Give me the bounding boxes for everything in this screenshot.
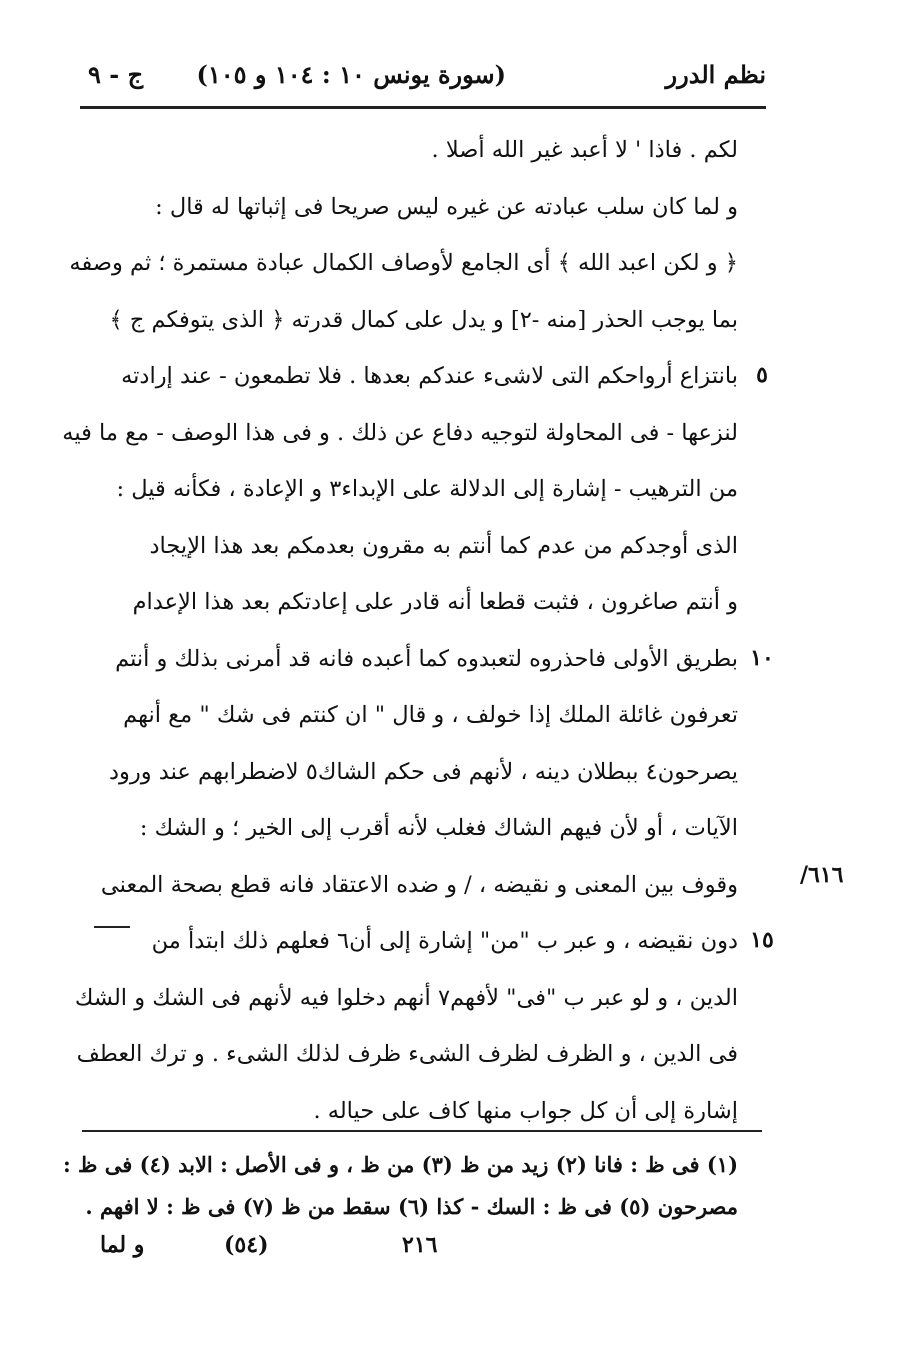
text-line: بما يوجب الحذر [منه -٢] و يدل على كمال قدرته ﴿ الذى يتوفكم ج ﴾ — [109, 306, 738, 333]
book-title: نظم الدرر — [665, 60, 766, 89]
text-line: بطريق الأولى فاحذروه لتعبدوه كما أعبده فانه قد أمرنى بذلك و أنتم — [115, 645, 738, 672]
text-line: بانتزاع أرواحكم التى لاشىء عندكم بعدها . فلا تطمعون - عند إرادته — [121, 363, 738, 389]
text-line: تعرفون غائلة الملك إذا خولف ، و قال " ان كنتم فى شك " مع أنهم — [123, 702, 738, 728]
surah-reference: (سورة يونس ١٠ : ١٠٤ و ١٠٥) — [196, 60, 506, 89]
footnote-line: مصرحون (٥) فى ظ : السك - كذا (٦) سقط من ظ (٧) فى ظ : لا افهم . — [85, 1194, 738, 1219]
text-line: من الترهيب - إشارة إلى الدلالة على الإبداء٣ و الإعادة ، فكأنه قيل : — [116, 476, 738, 502]
signature-mark: (٥٤) — [224, 1232, 269, 1258]
text-line: وقوف بين المعنى و نقيضه ، / و ضده الاعتقاد فانه قطع بصحة المعنى — [100, 871, 738, 898]
page-number: ٢١٦ — [402, 1232, 438, 1258]
text-line: الدين ، و لو عبر ب "فى" لأفهم٧ أنهم دخلوا فيه لأنهم فى الشك و الشك — [74, 984, 738, 1011]
page-footer — [82, 1232, 738, 1272]
text-line: الآيات ، أو لأن فيهم الشاك فغلب لأنه أقرب إلى الخير ؛ و الشك : — [139, 815, 738, 841]
footnote-line: (١) فى ظ : فانا (٢) زيد من ظ (٣) من ظ ، و فى الأصل : الابد (٤) فى ظ : — [62, 1152, 738, 1177]
body-text — [62, 122, 738, 1139]
header-rule — [80, 106, 766, 109]
line-number: ١٠ — [750, 644, 774, 671]
text-line: لنزعها - فى المحاولة لتوجيه دفاع عن ذلك . و فى هذا الوصف - مع ما فيه — [62, 419, 738, 446]
line-number: ٥ — [756, 362, 768, 388]
volume-label: ج - ٩ — [88, 60, 144, 89]
text-line: و لما كان سلب عبادته عن غيره ليس صريحا فى إثباتها له قال : — [155, 193, 738, 220]
text-line: يصرحون٤ ببطلان دينه ، لأنهم فى حكم الشاك٥ لاضطرابهم عند ورود — [109, 758, 738, 785]
text-line: ﴿ و لكن اعبد الله ﴾ أى الجامع لأوصاف الكمال عبادة مستمرة ؛ ثم وصفه — [69, 250, 738, 276]
margin-page-marker: /٦١٦ — [800, 862, 844, 888]
footnotes — [62, 1144, 738, 1228]
text-line: و أنتم صاغرون ، فثبت قطعا أنه قادر على إعادتكم بعد هذا الإعدام — [132, 589, 738, 615]
catchword-flourish — [94, 926, 130, 928]
text-line: لكم . فاذا ' لا أعبد غير الله أصلا . — [431, 137, 738, 163]
catchword: و لما — [100, 1232, 145, 1258]
text-line: الذى أوجدكم من عدم كما أنتم به مقرون بعدمكم بعد هذا الإيجاد — [149, 532, 738, 559]
running-header — [78, 60, 766, 104]
line-number: ١٥ — [750, 927, 774, 953]
text-line: دون نقيضه ، و عبر ب "من" إشارة إلى أن٦ فعلهم ذلك ابتدأ من — [151, 928, 738, 954]
text-line: إشارة إلى أن كل جواب منها كاف على حياله . — [313, 1097, 738, 1124]
text-line: فى الدين ، و الظرف لظرف الشىء ظرف لذلك الشىء . و ترك العطف — [76, 1041, 738, 1067]
footnote-rule — [82, 1130, 762, 1132]
